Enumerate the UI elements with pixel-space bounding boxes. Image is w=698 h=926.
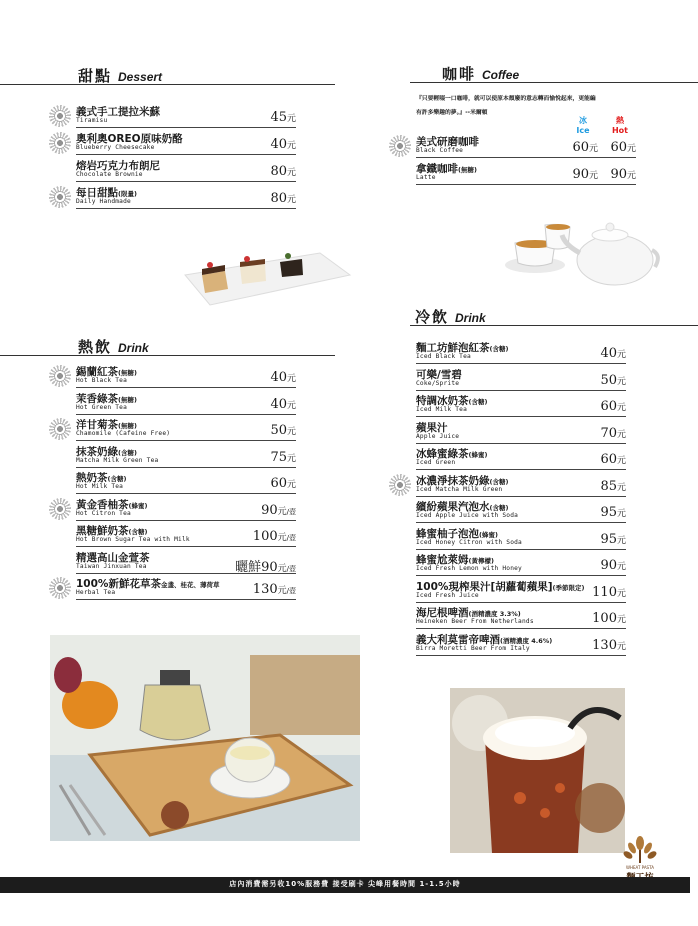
hot-drink-item — [76, 470, 296, 494]
item-english-name: Hot Citron Tea — [76, 509, 131, 517]
item-name: 黃金香柚茶(蜂蜜) — [76, 498, 148, 511]
item-note: (酒精濃度 3.3%) — [468, 610, 521, 618]
footer-notice: 店內消費需另收10%服務費 接受刷卡 尖峰用餐時間 1-1.5小時 — [229, 880, 461, 888]
item-name: 熱奶茶(含糖) — [76, 472, 127, 484]
cold-drink-item — [416, 499, 626, 523]
item-english-name: Hot Black Tea — [76, 377, 128, 384]
coffee-item — [416, 134, 636, 158]
iced-drink-photo — [450, 688, 625, 853]
item-name: 拿鐵咖啡(無糖) — [416, 163, 477, 175]
item-name: 特調冰奶茶(含糖) — [416, 395, 488, 407]
item-name: 蜂蜜尬萊姆(黃檸檬) — [416, 554, 494, 566]
item-note: (酒精濃度 4.6%) — [500, 636, 553, 645]
item-price: 90元 — [600, 558, 626, 573]
item-price: 85元 — [600, 478, 626, 494]
cold-drink-item — [416, 552, 626, 576]
item-note: 金盞、桂花、薄荷草 — [160, 581, 220, 589]
item-name: 繽紛蘋果汽泡水(含糖) — [416, 501, 509, 513]
item-english-name: Apple Juice — [416, 432, 460, 440]
hot-drink-title-zh: 熱飲 — [78, 338, 113, 356]
item-price: 100元 — [592, 611, 626, 626]
item-name: 錫蘭紅茶(無糖) — [76, 366, 137, 378]
item-price: 45元 — [270, 110, 296, 125]
coffee-photo — [500, 205, 660, 290]
item-english-name: Iced Milk Tea — [416, 406, 468, 413]
item-english-name: Iced Matcha Milk Green — [416, 485, 503, 493]
flower-ornament-icon — [49, 577, 71, 599]
item-name: 義大利莫雷帝啤酒(酒精濃度 4.6%) — [416, 633, 553, 646]
item-name: 100%現榨果汁[胡蘿蔔蘋果](季節限定) — [416, 580, 585, 593]
cold-drink-title-zh: 冷飲 — [415, 308, 450, 326]
dessert-item — [76, 158, 296, 182]
item-price: 90元/壺 — [261, 502, 296, 518]
item-price: 70元 — [600, 425, 626, 441]
item-name: 抹茶奶綠(含糖) — [76, 445, 137, 458]
item-english-name: Iced Honey Citron with Soda — [416, 538, 522, 546]
item-note: (無糖) — [118, 395, 137, 404]
flower-ornament-icon — [389, 474, 411, 496]
item-name: 冰蜂蜜綠茶(蜂蜜) — [416, 448, 488, 460]
hot-drink-item — [76, 444, 296, 468]
item-price: 95元 — [600, 531, 626, 547]
item-price: 50元 — [600, 372, 626, 388]
item-english-name: Hot Green Tea — [76, 403, 128, 411]
item-price: 110元 — [592, 584, 626, 600]
item-note: (黃檸檬) — [468, 557, 494, 565]
item-name: 熔岩巧克力布朗尼 — [76, 160, 160, 172]
cold-drink-item — [416, 473, 626, 497]
flower-ornament-icon — [49, 186, 71, 208]
item-english-name: Blueberry Cheesecake — [76, 144, 155, 151]
logo-line1: WHEAT PASTA — [626, 865, 654, 870]
hot-drink-item — [76, 497, 296, 521]
hot-drink-item — [76, 417, 296, 441]
item-english-name: Iced Fresh Juice — [416, 591, 479, 599]
item-english-name: Latte — [416, 174, 436, 181]
hot-label-zh: 熱 — [616, 116, 624, 125]
item-english-name: Herbal Tea — [76, 589, 116, 596]
item-name: 蘋果汁 — [416, 421, 448, 434]
dessert-photo — [180, 245, 355, 310]
cold-drink-header — [410, 306, 698, 326]
item-price: 80元 — [270, 191, 296, 206]
dessert-title-zh: 甜點 — [78, 67, 113, 85]
item-price: 100元/壺 — [252, 529, 296, 544]
item-english-name: Heineken Beer From Netherlands — [416, 618, 534, 625]
item-note: (無糖) — [118, 422, 137, 430]
coffee-quote-line1: 『只要輕啜一口咖啡，就可以使原本頹廢的意志轉而愉悅起來，更能編 — [416, 96, 596, 102]
cold-drink-item — [416, 420, 626, 444]
hot-price: 90元 — [610, 167, 636, 182]
item-english-name: Hot Brown Sugar Tea with Milk — [76, 536, 190, 543]
hot-drink-item — [76, 576, 296, 600]
flower-ornament-icon — [49, 132, 71, 154]
cold-drink-title-en: Drink — [455, 311, 486, 325]
item-note: (蜂蜜) — [479, 530, 498, 539]
cold-drink-item — [416, 605, 626, 629]
item-price: 75元 — [270, 449, 296, 465]
item-english-name: Daily Handmade — [76, 198, 131, 205]
item-english-name: Chocolate Brownie — [76, 171, 143, 178]
item-note: (含糖) — [468, 398, 488, 406]
item-english-name: Coke/Sprite — [416, 379, 460, 387]
ice-price: 90元 — [572, 167, 598, 182]
item-english-name: Birra Moretti Beer From Italy — [416, 644, 530, 652]
hot-drink-header — [0, 336, 335, 356]
item-note: (含糖) — [489, 345, 509, 353]
flower-ornament-icon — [389, 135, 411, 157]
item-price: 40元 — [270, 370, 296, 385]
item-price: 60元 — [600, 399, 626, 414]
hot-label — [605, 116, 635, 136]
item-price: 40元 — [270, 137, 296, 152]
item-note: (蜂蜜) — [128, 501, 148, 510]
item-english-name: Tiramisu — [76, 117, 108, 124]
hot-drink-item — [76, 364, 296, 388]
item-note: (含糖) — [489, 477, 509, 486]
item-name: 100%新鮮花草茶金盞、桂花、薄荷草 — [76, 578, 220, 590]
item-note: (含糖) — [118, 448, 137, 457]
coffee-item — [416, 161, 636, 185]
item-english-name: Chamomile (Cafeine Free) — [76, 430, 171, 437]
item-name: 每日甜點(限量) — [76, 187, 137, 199]
item-name: 麵工坊鮮泡紅茶(含糖) — [416, 342, 509, 354]
ice-label — [570, 116, 596, 136]
coffee-title-en: Coffee — [482, 68, 520, 82]
cold-drink-item — [416, 367, 626, 391]
dessert-item — [76, 185, 296, 209]
item-price: 60元 — [600, 452, 626, 467]
item-english-name: Iced Apple Juice with Soda — [416, 512, 519, 519]
footer-notice-bar — [0, 877, 690, 893]
coffee-title-zh: 咖啡 — [442, 65, 477, 83]
hot-drink-item — [76, 550, 296, 574]
item-name: 海尼根啤酒(酒精濃度 3.3%) — [416, 607, 521, 619]
flower-ornament-icon — [49, 498, 71, 520]
item-name: 美式研磨咖啡 — [416, 136, 479, 148]
item-name: 茉香綠茶(無糖) — [76, 392, 137, 405]
item-name: 奧利奧OREO原味奶酪 — [76, 133, 183, 145]
cold-drink-item — [416, 526, 626, 550]
item-price: 40元 — [600, 346, 626, 361]
item-price: 50元 — [270, 423, 296, 438]
hot-drink-item — [76, 391, 296, 415]
item-english-name: Iced Green — [416, 459, 456, 466]
item-price: 60元 — [270, 476, 296, 491]
item-name: 可樂/雪碧 — [416, 368, 462, 381]
ice-label-zh: 冰 — [579, 116, 587, 125]
coffee-header — [410, 63, 698, 83]
item-note: (蜂蜜) — [468, 451, 488, 459]
item-english-name: Iced Fresh Lemon with Honey — [416, 565, 522, 572]
item-note: (含糖) — [489, 504, 509, 512]
dessert-item — [76, 131, 296, 155]
wheat-logo-icon — [622, 835, 658, 865]
item-note: (含糖) — [128, 528, 148, 536]
dessert-item — [76, 104, 296, 128]
flower-ornament-icon — [49, 365, 71, 387]
coffee-quote-line2: 有許多樂趣的夢。』--米爾頓 — [416, 110, 488, 116]
item-name: 義式手工提拉米蘇 — [76, 106, 160, 118]
hot-label-en: Hot — [611, 126, 628, 135]
item-note: (含糖) — [107, 475, 127, 483]
flower-ornament-icon — [49, 105, 71, 127]
item-english-name: Hot Milk Tea — [76, 483, 124, 490]
item-note: (限量) — [118, 190, 137, 198]
item-name: 黑糖鮮奶茶(含糖) — [76, 525, 148, 537]
brand-logo — [616, 835, 664, 905]
hot-drink-item — [76, 523, 296, 547]
item-price: 40元 — [270, 396, 296, 412]
ice-label-en: Ice — [576, 126, 590, 135]
item-price: 95元 — [600, 505, 626, 520]
dessert-title-en: Dessert — [118, 70, 163, 84]
item-english-name: Matcha Milk Green Tea — [76, 456, 159, 464]
item-name: 精選高山金萱茶 — [76, 551, 150, 564]
item-name: 冰濃淨抹茶奶綠(含糖) — [416, 474, 509, 487]
flower-ornament-icon — [49, 418, 71, 440]
item-name: 洋甘菊茶(無糖) — [76, 419, 137, 431]
item-note: (無糖) — [458, 166, 477, 174]
item-price: 130元 — [592, 637, 626, 653]
item-name: 蜂蜜柚子泡泡(蜂蜜) — [416, 527, 498, 540]
item-english-name: Taiwan Jinxuan Tea — [76, 562, 147, 570]
cold-drink-item — [416, 393, 626, 417]
cold-drink-item — [416, 446, 626, 470]
dessert-header — [0, 65, 335, 85]
item-price: 80元 — [270, 164, 296, 179]
cold-drink-item — [416, 340, 626, 364]
item-note: (無糖) — [118, 369, 137, 377]
item-english-name: Iced Black Tea — [416, 353, 471, 360]
item-price: 130元/壺 — [252, 582, 296, 597]
ice-price: 60元 — [572, 140, 598, 155]
hot-drink-title-en: Drink — [118, 341, 149, 355]
item-english-name: Black Coffee — [416, 147, 464, 154]
tea-photo — [50, 635, 360, 841]
cold-drink-item — [416, 579, 626, 603]
cold-drink-item — [416, 632, 626, 656]
item-note: (季節限定) — [552, 583, 585, 592]
hot-price: 60元 — [610, 140, 636, 155]
item-price: 曬鮮90元/壺 — [235, 559, 296, 575]
